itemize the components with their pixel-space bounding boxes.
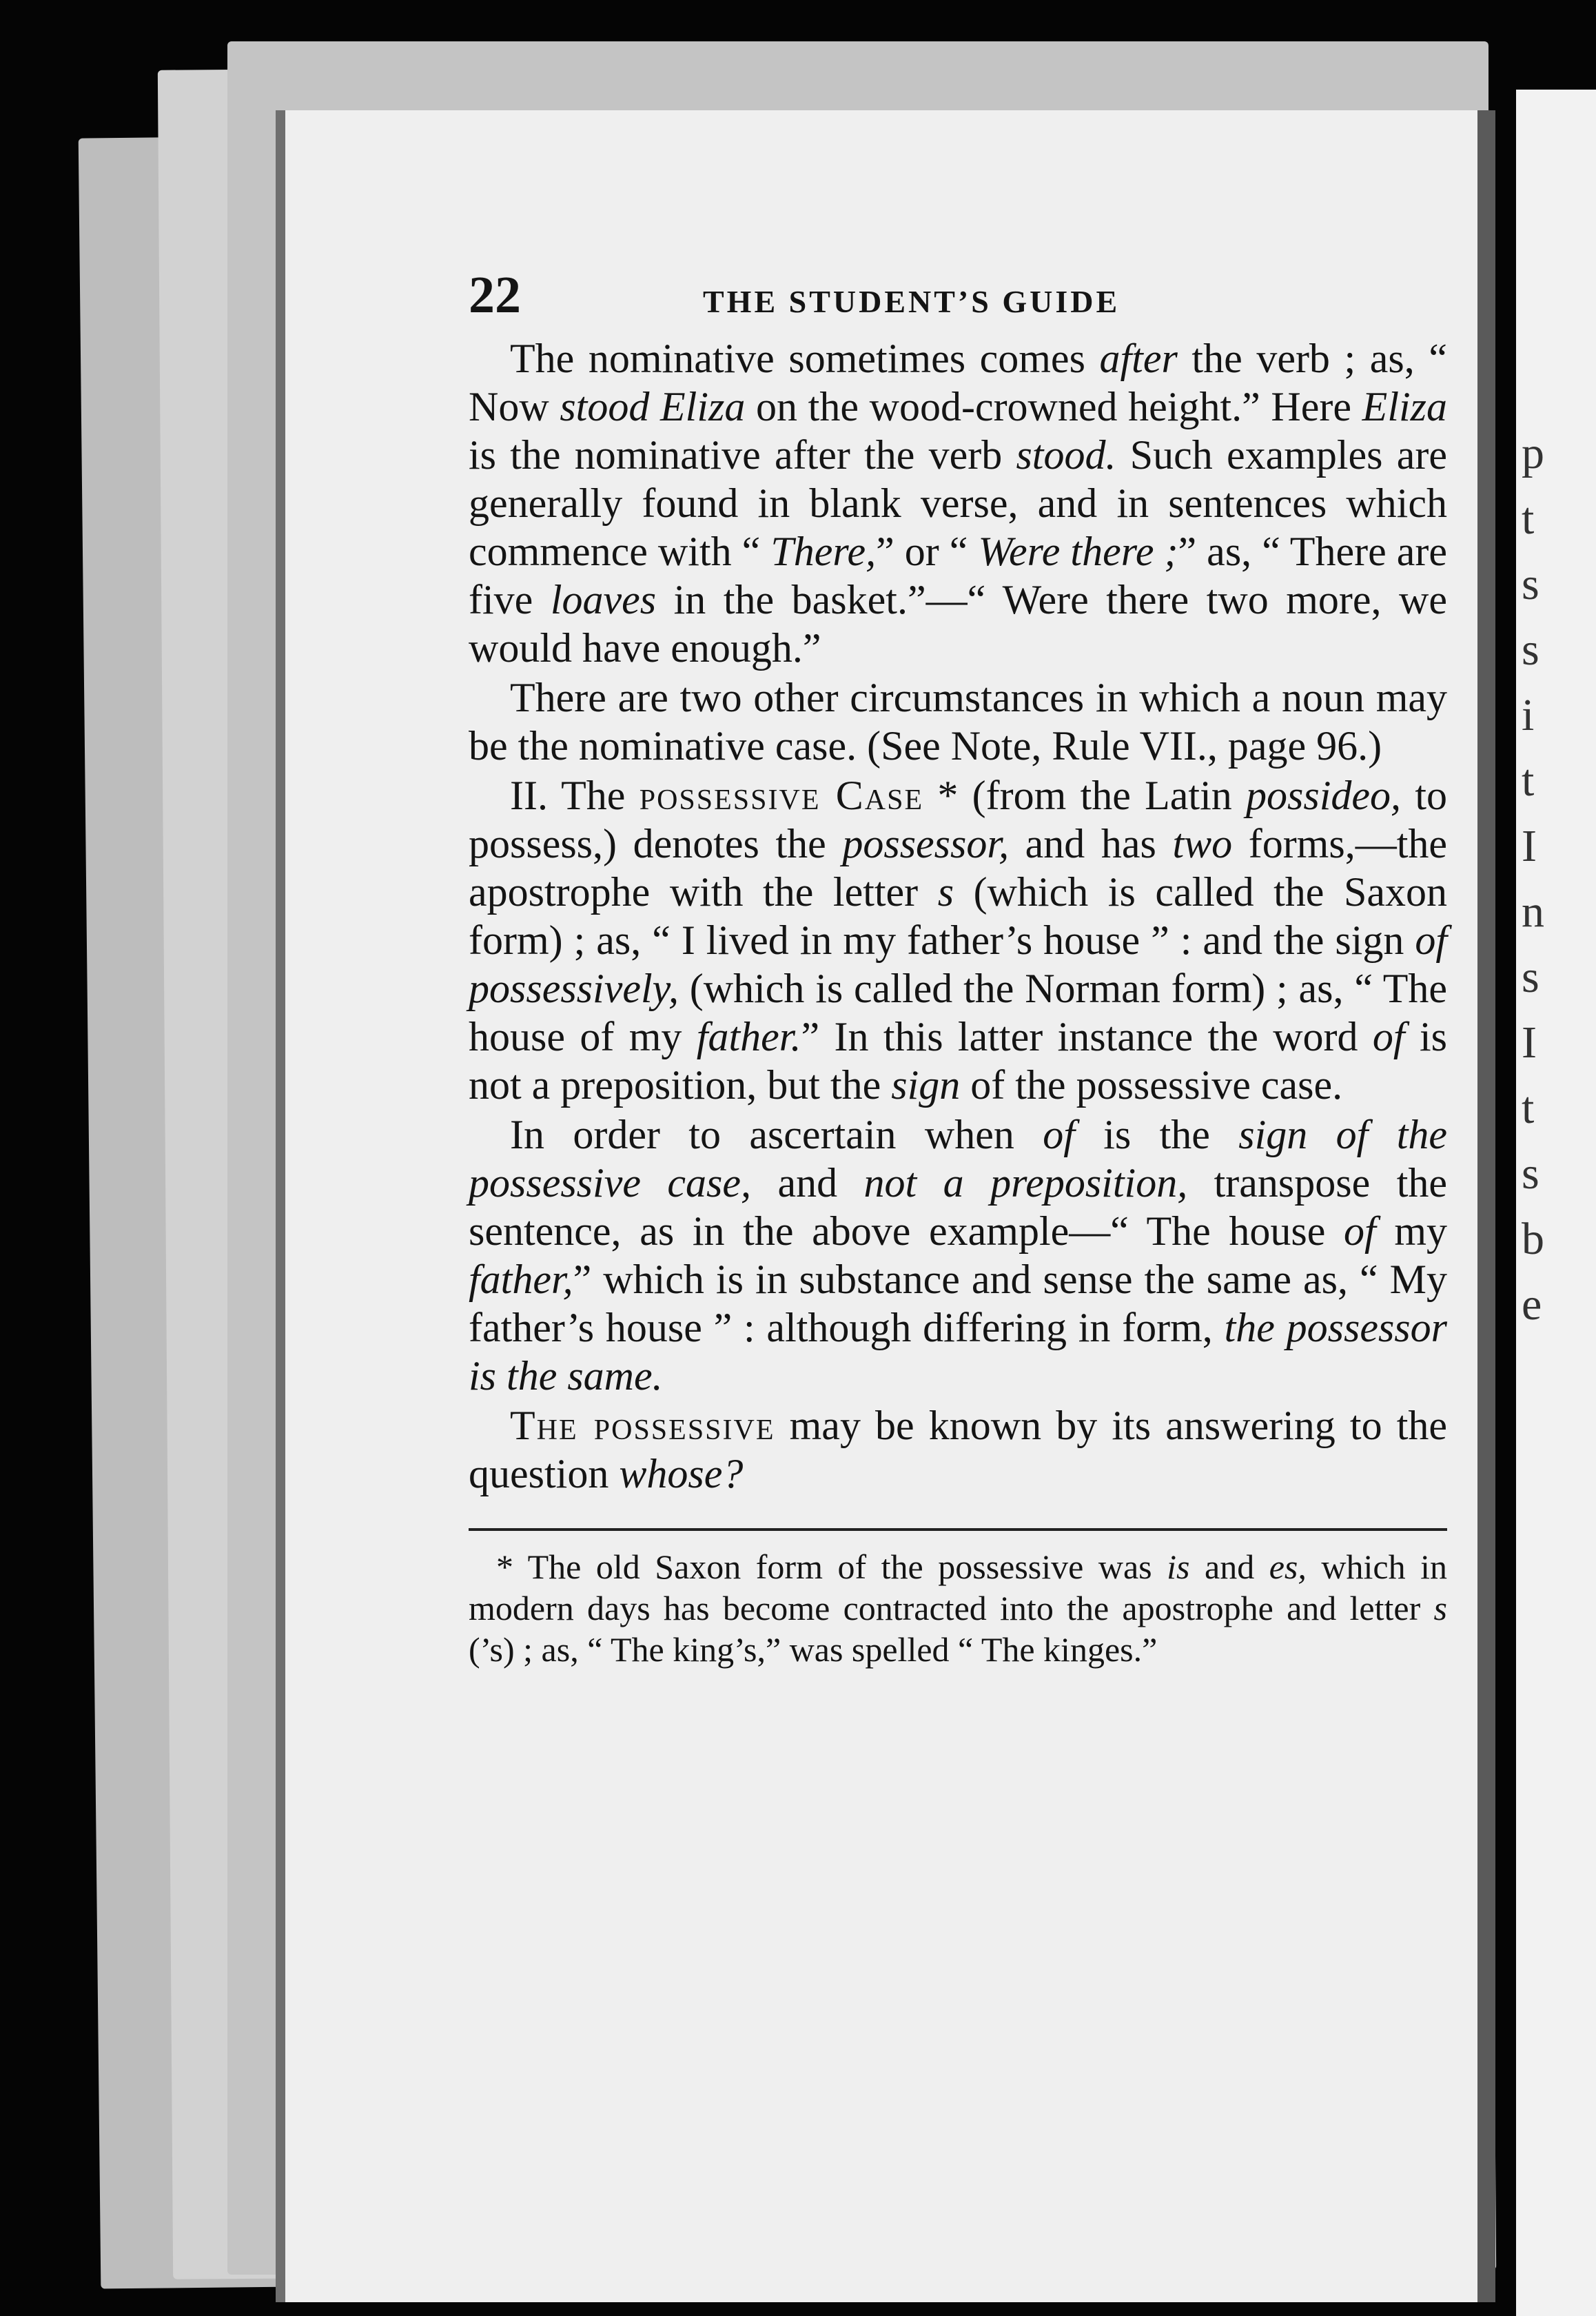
facing-fragment: I: [1522, 1017, 1537, 1068]
page-number: 22: [469, 266, 521, 324]
facing-fragment: t: [1522, 494, 1535, 544]
facing-fragment: s: [1522, 559, 1539, 609]
facing-page: [1516, 90, 1596, 2316]
paragraph-possessive-question: The possessive may be known by its answering to the question whose?: [469, 1403, 1448, 1496]
facing-fragment: I: [1522, 821, 1537, 871]
paragraph-nominative-after-verb: The nominative sometimes comes after the verb ; as, “ Now stood Eliza on the wood-crowned height.” Here Eliza is the nominative after the verb stood. Such examples are generally found in blank verse, and in sentences which commence with “ There,” or “ Were there ;” as, “ There are five loaves in the basket.”—“ Were there two more, we would have enough.”: [469, 336, 1448, 671]
paragraph-possessive-case: II. The possessive Case * (from the Latin possideo, to possess,) denotes the possessor, and has two forms,—the apostrophe with the letter s (which is called the Saxon form) ; as, “ I lived in my father’s house ” : and the sign of possessively, (which is called the Norman form) ; as, “ The house of my father.” In this latter instance the word of is not a preposition, but the sign of the possessive case.: [469, 773, 1448, 1108]
facing-page-fragments: [1522, 420, 1590, 1337]
facing-fragment: s: [1522, 624, 1539, 675]
facing-fragment: n: [1522, 886, 1544, 937]
facing-fragment: s: [1522, 1148, 1539, 1199]
facing-fragment: s: [1522, 952, 1539, 1002]
facing-fragment: b: [1522, 1214, 1544, 1264]
page-content: [469, 265, 1447, 1670]
footnote: * The old Saxon form of the possessive was is and es, which in modern days has become contracted into the apostrophe and letter s (’s) ; as, “ The king’s,” was spelled “ The kinges.”: [469, 1547, 1447, 1669]
facing-fragment: t: [1522, 755, 1535, 806]
paragraph-other-circumstances: There are two other circumstances in which a noun may be the nominative case. (See Note, Rule VII., page 96.): [469, 675, 1447, 769]
footnote-divider: [469, 1528, 1447, 1531]
paragraph-ascertain-of: In order to ascertain when of is the sign of the possessive case, and not a preposition, transpose the sentence, as in the above example—“ The house of my father,” which is in substance and sense the same as, “ My father’s house ” : although differing in form, the possessor is the same.: [469, 1112, 1448, 1399]
page-header: [469, 265, 1447, 334]
facing-fragment: i: [1522, 690, 1535, 740]
facing-fragment: e: [1522, 1279, 1542, 1330]
facing-fragment: t: [1522, 1083, 1535, 1133]
facing-fragment: p: [1522, 428, 1544, 478]
running-title: THE STUDENT’S GUIDE: [703, 284, 1121, 319]
